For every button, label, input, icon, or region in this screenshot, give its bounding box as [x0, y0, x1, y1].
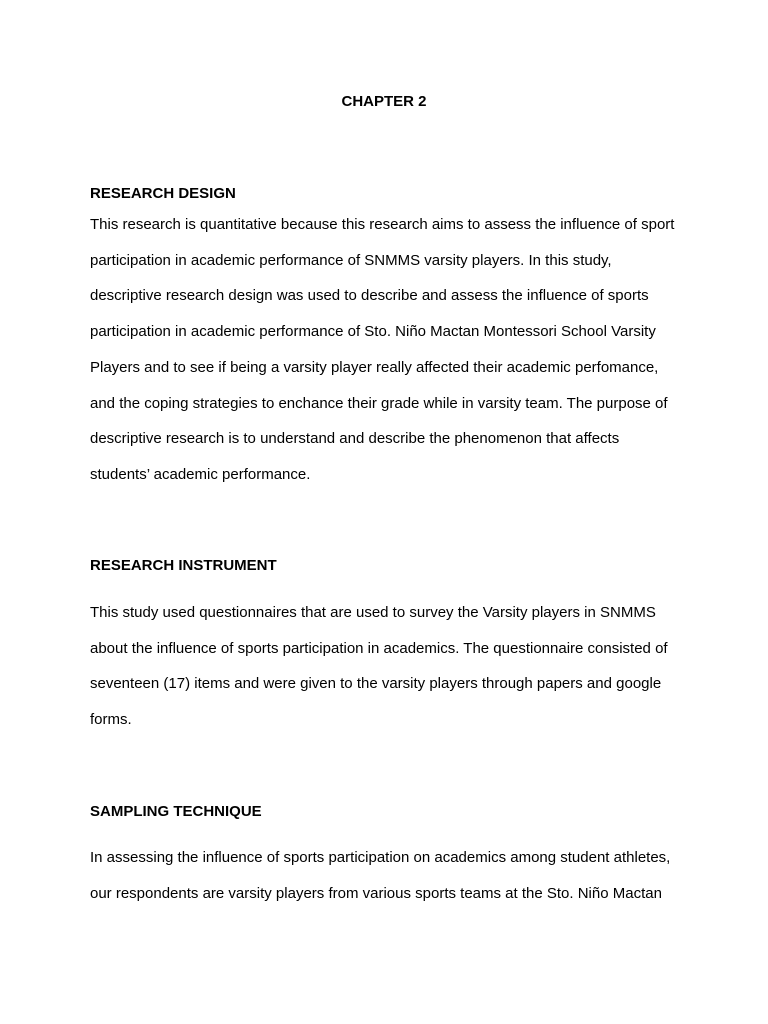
paragraph-line: our respondents are varsity players from various sports teams at the Sto. Niño Mactan	[90, 884, 662, 902]
paragraph-research-design	[90, 207, 690, 493]
section-heading-research-instrument: RESEARCH INSTRUMENT	[90, 557, 277, 574]
chapter-title: CHAPTER 2	[341, 93, 427, 110]
paragraph-line: This research is quantitative because this research aims to assess the influence of sport	[90, 216, 675, 233]
paragraph-line: participation in academic performance of SNMMS varsity players. In this study,	[90, 251, 612, 269]
paragraph-line: descriptive research design was used to describe and assess the influence of sports	[90, 287, 649, 305]
paragraph-line: seventeen (17) items and were given to the varsity players through papers and google	[90, 675, 662, 693]
section-heading-sampling-technique: SAMPLING TECHNIQUE	[90, 803, 262, 820]
section-heading-research-design: RESEARCH DESIGN	[90, 185, 236, 202]
paragraph-line: students’ academic performance.	[90, 465, 311, 483]
paragraph-research-instrument	[90, 595, 690, 738]
paragraph-line: Players and to see if being a varsity player really affected their academic perfomance,	[90, 358, 659, 376]
paragraph-line: In assessing the influence of sports participation on academics among student athletes,	[90, 849, 671, 866]
paragraph-line: and the coping strategies to enchance their grade while in varsity team. The purpose of	[90, 394, 668, 412]
paragraph-line: forms.	[90, 711, 132, 729]
paragraph-line: This study used questionnaires that are used to survey the Varsity players in SNMMS	[90, 604, 656, 621]
paragraph-line: participation in academic performance of Sto. Niño Mactan Montessori School Varsity	[90, 323, 656, 341]
paragraph-line: about the influence of sports participation in academics. The questionnaire consisted of	[90, 639, 668, 657]
paragraph-line: descriptive research is to understand and describe the phenomenon that affects	[90, 430, 620, 448]
paragraph-sampling-technique	[90, 840, 690, 911]
